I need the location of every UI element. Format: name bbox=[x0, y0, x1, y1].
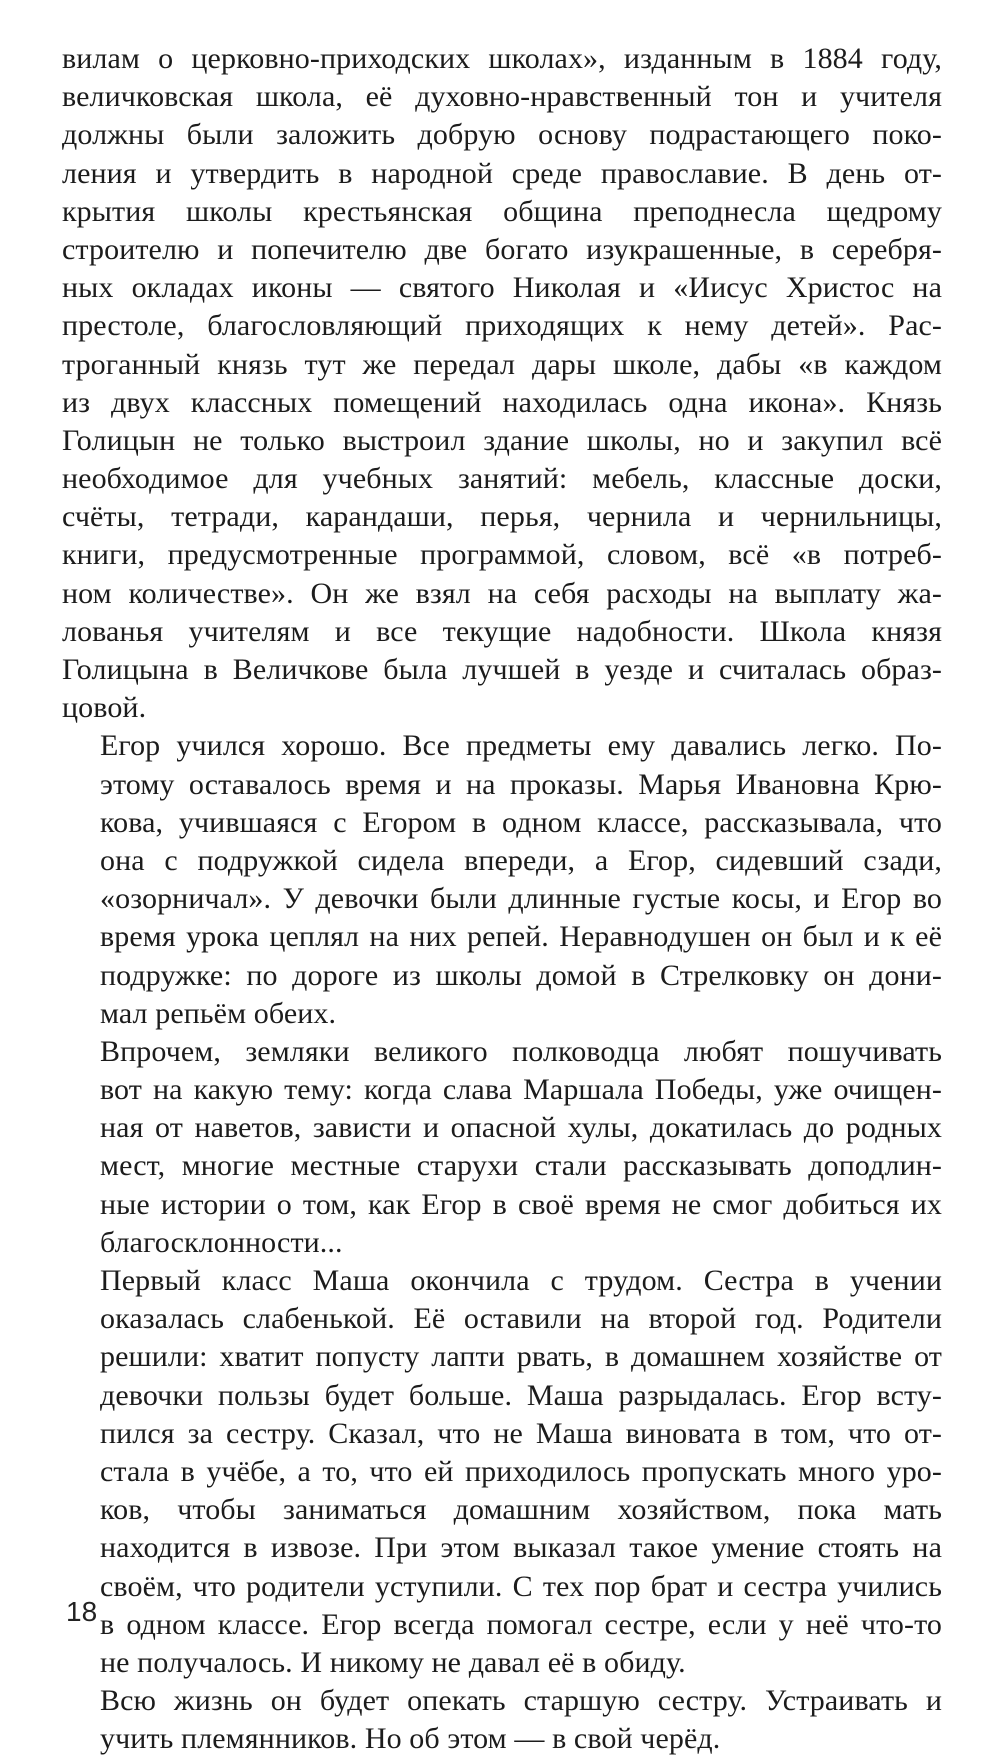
text-line: крытия школы крестьянская община преподнесла щедрому bbox=[62, 194, 942, 228]
text-line: Егор учился хорошо. Все предметы ему давались легко. По- bbox=[100, 729, 942, 763]
text-line: мест, многие местные старухи стали рассказывать доподлин- bbox=[100, 1149, 942, 1183]
text-line: не получалось. И никому не давал её в обиду. bbox=[100, 1645, 686, 1679]
text-line: должны были заложить добрую основу подрастающего поко- bbox=[62, 118, 942, 152]
text-line: цовой. bbox=[62, 691, 147, 725]
paragraph bbox=[62, 1033, 942, 1262]
text-line: ном количестве». Он же взял на себя расходы на выплату жа- bbox=[62, 576, 942, 610]
text-line: «озорничал». У девочки были длинные густые косы, и Егор во bbox=[100, 882, 942, 916]
text-line: своём, что родители уступили. С тех пор брат и сестра учились bbox=[100, 1569, 942, 1603]
text-line: кова, учившаяся с Егором в одном классе, рассказывала, что bbox=[100, 805, 942, 839]
text-line: время урока цеплял на них репей. Неравнодушен он был и к её bbox=[100, 920, 942, 954]
paragraph bbox=[62, 40, 942, 727]
paragraph bbox=[62, 1682, 942, 1758]
text-line: престоле, благословляющий приходящих к нему детей». Рас- bbox=[62, 309, 942, 343]
text-line: вилам о церковно-приходских школах», изданным в 1884 году, bbox=[62, 42, 942, 75]
text-line: вот на какую тему: когда слава Маршала Победы, уже очищен- bbox=[100, 1073, 942, 1107]
text-line: ная от наветов, зависти и опасной хулы, докатилась до родных bbox=[100, 1111, 942, 1145]
text-line: решили: хватит попусту лапти рвать, в домашнем хозяйстве от bbox=[100, 1340, 942, 1374]
text-line: Голицына в Величкове была лучшей в уезде и считалась образ- bbox=[62, 653, 942, 686]
text-line: книги, предусмотренные программой, словом, всё «в потреб- bbox=[62, 538, 942, 572]
text-line: ные истории о том, как Егор в своё время не смог добиться их bbox=[100, 1187, 942, 1221]
paragraph bbox=[62, 727, 942, 1033]
text-line: этому оставалось время и на проказы. Марья Ивановна Крю- bbox=[100, 767, 942, 801]
text-line: величковская школа, её духовно-нравственный тон и учителя bbox=[62, 80, 942, 114]
text-line: учить племянников. Но об этом — в свой черёд. bbox=[100, 1722, 721, 1756]
text-line: Первый класс Маша окончила с трудом. Сестра в учении bbox=[100, 1264, 942, 1297]
text-line: подружке: по дороге из школы домой в Стрелковку он дони- bbox=[100, 958, 942, 992]
text-line: из двух классных помещений находилась одна икона». Князь bbox=[62, 385, 942, 419]
text-line: Впрочем, земляки великого полководца любят пошучивать bbox=[100, 1034, 942, 1068]
text-line: мал репьём обеих. bbox=[100, 996, 337, 1030]
text-line: строителю и попечителю две богато изукрашенные, в серебря- bbox=[62, 232, 942, 266]
text-line: троганный князь тут же передал дары школе, дабы «в каждом bbox=[62, 347, 942, 381]
text-line: пился за сестру. Сказал, что не Маша виновата в том, что от- bbox=[100, 1416, 942, 1450]
text-line: находится в извозе. При этом выказал такое умение стоять на bbox=[100, 1531, 942, 1565]
text-line: Голицын не только выстроил здание школы, но и закупил всё bbox=[62, 423, 942, 457]
text-line: в одном классе. Егор всегда помогал сестре, если у неё что-то bbox=[100, 1607, 942, 1641]
text-line: она с подружкой сидела впереди, а Егор, сидевший сзади, bbox=[100, 843, 942, 877]
text-line: Всю жизнь он будет опекать старшую сестру. Устраивать и bbox=[100, 1684, 942, 1718]
text-line: необходимое для учебных занятий: мебель, классные доски, bbox=[62, 462, 942, 496]
text-line: ных окладах иконы — святого Николая и «Иисус Христос на bbox=[62, 271, 942, 305]
text-line: лованья учителям и все текущие надобности. Школа князя bbox=[62, 614, 942, 648]
text-line: ков, чтобы заниматься домашним хозяйством, пока мать bbox=[100, 1493, 942, 1527]
page-number: 18 bbox=[66, 1596, 98, 1627]
text-line: ления и утвердить в народной среде православие. В день от- bbox=[62, 156, 942, 190]
text-line: оказалась слабенькой. Её оставили на второй год. Родители bbox=[100, 1302, 942, 1336]
paragraph bbox=[62, 1262, 942, 1682]
body-text bbox=[62, 40, 942, 1758]
text-line: девочки пользы будет больше. Маша разрыдалась. Егор всту- bbox=[100, 1378, 942, 1412]
text-line: благосклонности... bbox=[100, 1225, 343, 1259]
text-line: счёты, тетради, карандаши, перья, чернила и чернильницы, bbox=[62, 500, 942, 534]
text-line: стала в учёбе, а то, что ей приходилось пропускать много уро- bbox=[100, 1454, 942, 1488]
